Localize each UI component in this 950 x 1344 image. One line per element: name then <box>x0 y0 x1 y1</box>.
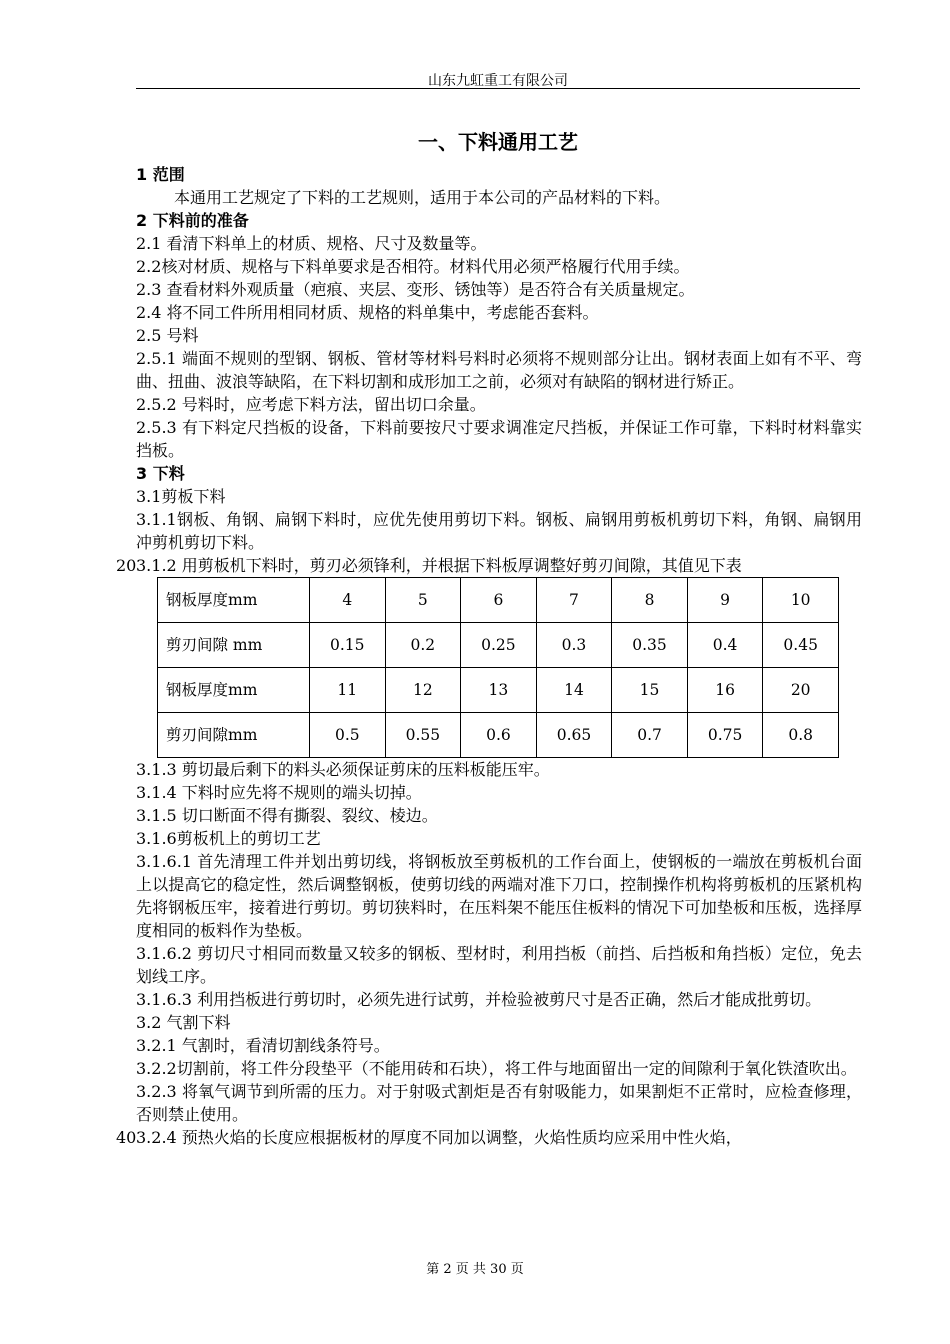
paragraph <box>116 1126 862 1149</box>
table-cell: 0.8 <box>763 713 839 758</box>
table-cell: 15 <box>612 668 688 713</box>
paragraph: 3.1.6剪板机上的剪切工艺 <box>136 829 321 848</box>
table-cell: 9 <box>687 578 763 623</box>
table-cell: 0.55 <box>385 713 461 758</box>
document-body <box>116 163 862 1149</box>
table-cell: 11 <box>310 668 386 713</box>
page-footer: 第 2 页 共 30 页 <box>426 1262 524 1277</box>
table-cell: 0.25 <box>461 623 537 668</box>
paragraph: 3.1.1钢板、角钢、扁钢下料时，应优先使用剪切下料。钢板、扁钢用剪板机剪切下料，角钢、扁钢用冲剪机剪切下料。 <box>136 510 862 552</box>
paragraph: 3.1.6.2 剪切尺寸相同而数量又较多的钢板、型材时，利用挡板（前挡、后挡板和角挡板）定位，免去划线工序。 <box>136 944 862 986</box>
paragraph: 2.5.1 端面不规则的型钢、钢板、管材等材料号料时必须将不规则部分让出。钢材表面上如有不平、弯曲、扭曲、波浪等缺陷，在下料切割和成形加工之前，必须对有缺陷的钢材进行矫正。 <box>136 349 862 391</box>
table-cell: 0.2 <box>385 623 461 668</box>
shear-gap-table <box>157 577 839 758</box>
paragraph: 3.1.6.1 首先清理工件并划出剪切线，将钢板放至剪板机的工作台面上，使钢板的一端放在剪板机台面上以提高它的稳定性，然后调整钢板，使剪切线的两端对准下刀口，控制操作机构将剪板机的压紧机构先将钢板压牢，接着进行剪切。剪切狭料时，在压料架不能压住板料的情况下可加垫板和压板，选择厚度相同的板料作为垫板。 <box>136 852 862 940</box>
section-heading-preparation: 2 下料前的准备 <box>136 211 249 230</box>
table-cell: 6 <box>461 578 537 623</box>
paragraph: 2.1 看清下料单上的材质、规格、尺寸及数量等。 <box>136 234 487 253</box>
table-cell: 0.15 <box>310 623 386 668</box>
table-row-label: 钢板厚度mm <box>158 578 310 623</box>
table-cell: 10 <box>763 578 839 623</box>
table-cell: 0.4 <box>687 623 763 668</box>
paragraph: 3.1剪板下料 <box>136 487 226 506</box>
table-cell: 0.7 <box>612 713 688 758</box>
table-cell: 12 <box>385 668 461 713</box>
paragraph: 2.5.2 号料时，应考虑下料方法，留出切口余量。 <box>136 395 486 414</box>
table-cell: 16 <box>687 668 763 713</box>
table-row-label: 剪刃间隙 mm <box>158 623 310 668</box>
table-row-label: 钢板厚度mm <box>158 668 310 713</box>
table-row <box>158 668 839 713</box>
paragraph: 2.5.3 有下料定尺挡板的设备，下料前要按尺寸要求调准定尺挡板，并保证工作可靠，下料时材料靠实挡板。 <box>136 418 862 460</box>
table-cell: 20 <box>763 668 839 713</box>
table-cell: 0.75 <box>687 713 763 758</box>
paragraph: 3.2 气割下料 <box>136 1013 231 1032</box>
table-cell: 0.45 <box>763 623 839 668</box>
page-title: 一、下料通用工艺 <box>418 130 578 154</box>
paragraph <box>116 554 862 577</box>
paragraph: 3.2.2切割前，将工件分段垫平（不能用砖和石块），将工件与地面留出一定的间隙利于氧化铁渣吹出。 <box>136 1059 857 1078</box>
table-cell: 0.3 <box>536 623 612 668</box>
table-cell: 7 <box>536 578 612 623</box>
table-cell: 13 <box>461 668 537 713</box>
paragraph: 3.1.3 剪切最后剩下的料头必须保证剪床的压料板能压牢。 <box>136 760 550 779</box>
table-row <box>158 713 839 758</box>
paragraph: 2.2核对材质、规格与下料单要求是否相符。材料代用必须严格履行代用手续。 <box>136 257 690 276</box>
paragraph: 3.1.5 切口断面不得有撕裂、裂纹、棱边。 <box>136 806 438 825</box>
table-cell: 0.5 <box>310 713 386 758</box>
paragraph: 3.1.4 下料时应先将不规则的端头切掉。 <box>136 783 422 802</box>
paragraph: 2.3 查看材料外观质量（疤痕、夹层、变形、锈蚀等）是否符合有关质量规定。 <box>136 280 695 299</box>
table-cell: 8 <box>612 578 688 623</box>
table-row-label: 剪刃间隙mm <box>158 713 310 758</box>
margin-number: 20 <box>116 556 137 575</box>
table-row <box>158 578 839 623</box>
table-cell: 4 <box>310 578 386 623</box>
paragraph-text: 3.2.4 预热火焰的长度应根据板材的厚度不同加以调整，火焰性质均应采用中性火焰， <box>136 1128 742 1147</box>
section-heading-cutting: 3 下料 <box>136 464 185 483</box>
page-header-company: 山东九虹重工有限公司 <box>428 73 568 89</box>
table-cell: 0.35 <box>612 623 688 668</box>
header-rule <box>136 88 860 89</box>
paragraph-text: 3.1.2 用剪板机下料时，剪刃必须锋利，并根据下料板厚调整好剪刃间隙，其值见下表 <box>136 556 742 575</box>
table-row <box>158 623 839 668</box>
paragraph: 3.2.1 气割时，看清切割线条符号。 <box>136 1036 390 1055</box>
paragraph: 2.5 号料 <box>136 326 199 345</box>
paragraph: 本通用工艺规定了下料的工艺规则，适用于本公司的产品材料的下料。 <box>174 188 671 207</box>
paragraph: 3.2.3 将氧气调节到所需的压力。对于射吸式割炬是否有射吸能力，如果割炬不正常时，应检查修理，否则禁止使用。 <box>136 1082 862 1124</box>
table-cell: 0.65 <box>536 713 612 758</box>
table-cell: 5 <box>385 578 461 623</box>
paragraph: 3.1.6.3 利用挡板进行剪切时，必须先进行试剪，并检验被剪尺寸是否正确，然后才能成批剪切。 <box>136 990 822 1009</box>
table-cell: 14 <box>536 668 612 713</box>
paragraph: 2.4 将不同工件所用相同材质、规格的料单集中，考虑能否套料。 <box>136 303 599 322</box>
margin-number: 40 <box>116 1128 137 1147</box>
section-heading-scope: 1 范围 <box>136 165 185 184</box>
table-cell: 0.6 <box>461 713 537 758</box>
